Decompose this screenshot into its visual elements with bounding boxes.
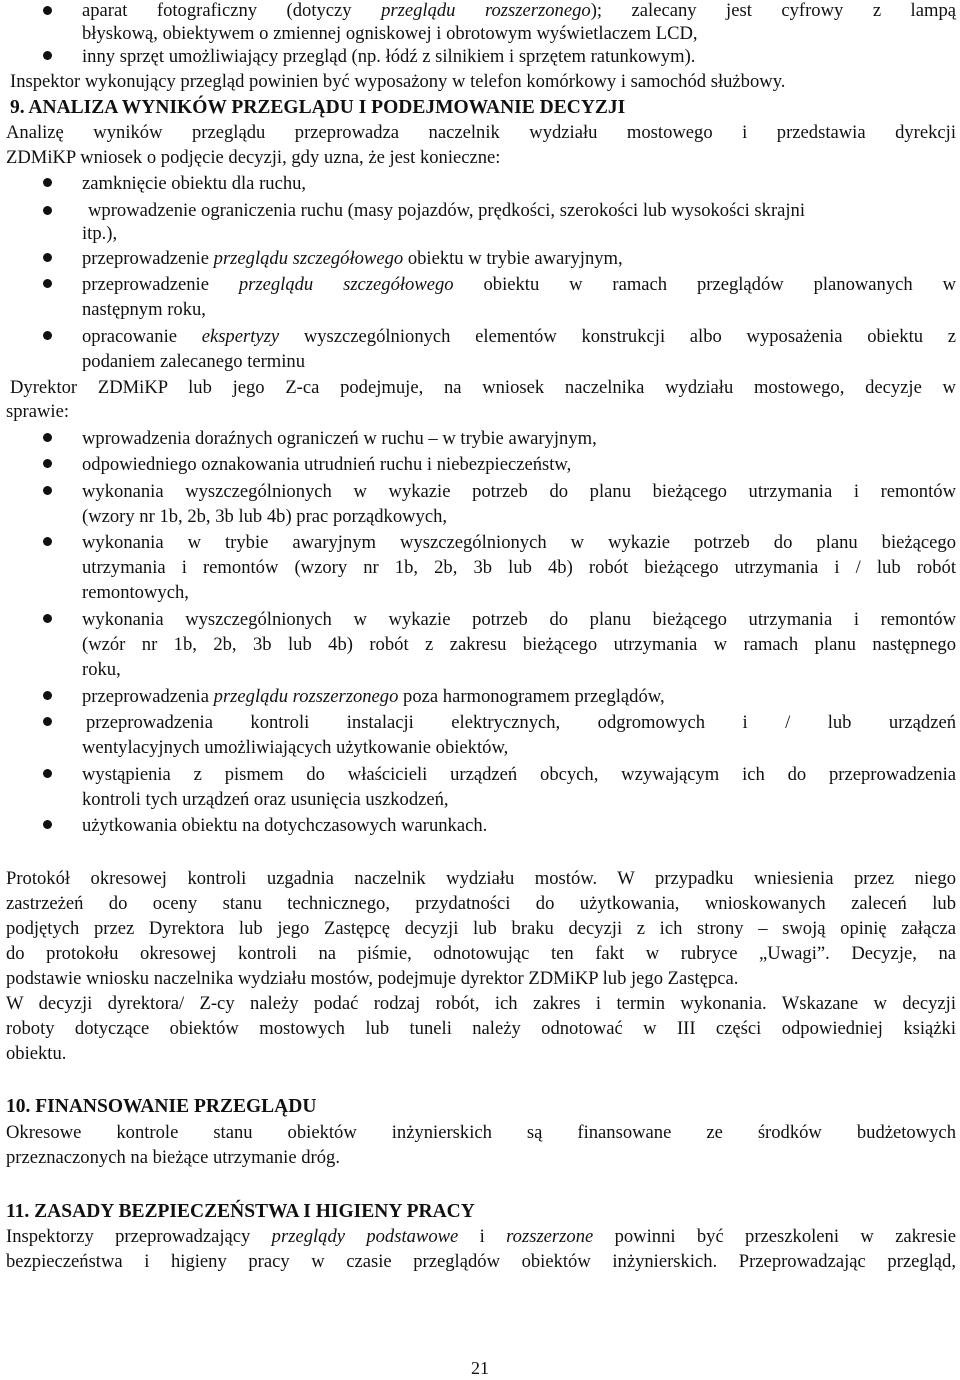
list-item-continuation: błyskową, obiektywem o zmiennej ogniskowej i obrotowym wyświetlaczem LCD, [82, 23, 698, 44]
list-item-continuation: roku, [82, 659, 121, 680]
bullet-icon [43, 279, 52, 288]
bullet-icon [43, 486, 52, 495]
bullet-icon [43, 691, 52, 700]
list-item-continuation: (wzory nr 1b, 2b, 3b lub 4b) prac porządkowych, [82, 506, 448, 527]
list-item-continuation: podaniem zalecanego terminu [82, 351, 306, 372]
list-item: przeprowadzenie przeglądu szczegółowego obiektu w ramach przeglądów planowanych w [82, 274, 956, 295]
list-item: wykonania wyszczególnionych w wykazie potrzeb do planu bieżącego utrzymania i remontów [82, 609, 956, 630]
bullet-icon [43, 717, 52, 726]
list-item: opracowanie ekspertyzy wyszczególnionych elementów konstrukcji albo wyposażenia obiektu z [82, 326, 956, 347]
list-item: wystąpienia z pismem do właścicieli urządzeń obcych, wzywającym ich do przeprowadzenia [82, 764, 956, 785]
bullet-icon [43, 51, 52, 60]
list-item: zamknięcie obiektu dla ruchu, [82, 173, 307, 194]
list-item: odpowiedniego oznakowania utrudnień ruchu i niebezpieczeństw, [82, 454, 572, 475]
list-item: przeprowadzenia kontroli instalacji elektrycznych, odgromowych i / lub urządzeń [86, 712, 956, 733]
paragraph-line: roboty dotyczące obiektów mostowych lub tuneli należy odnotować w III części odpowiedniej książki [6, 1018, 956, 1039]
paragraph-line: przeznaczonych na bieżące utrzymanie dróg. [6, 1147, 340, 1168]
bullet-icon [43, 206, 52, 215]
list-item-continuation: następnym roku, [82, 299, 206, 320]
paragraph-line: podstawie wniosku naczelnika wydziału mostów, podejmuje dyrektor ZDMiKP lub jego Zastępca. [6, 968, 739, 989]
list-item-continuation: remontowych, [82, 582, 189, 603]
paragraph-line: do protokołu okresowej kontroli na piśmie, odnotowując ten fakt w rubryce „Uwagi”. Decyzje, na [6, 943, 956, 964]
paragraph: Analizę wyników przeglądu przeprowadza naczelnik wydziału mostowego i przedstawia dyrekcji [6, 122, 956, 143]
list-item: użytkowania obiektu na dotychczasowych warunkach. [82, 815, 488, 836]
page-number: 21 [471, 1358, 489, 1378]
section-10-title: 10. FINANSOWANIE PRZEGLĄDU [6, 1096, 317, 1117]
list-item: przeprowadzenie przeglądu szczegółowego obiektu w trybie awaryjnym, [82, 248, 623, 269]
list-item: przeprowadzenia przeglądu rozszerzonego poza harmonogramem przeglądów, [82, 686, 665, 707]
list-item-continuation: wentylacyjnych umożliwiających użytkowanie obiektów, [82, 737, 509, 758]
paragraph-line: Protokół okresowej kontroli uzgadnia naczelnik wydziału mostów. W przypadku wniesienia przez niego [6, 868, 956, 889]
bullet-icon [43, 6, 52, 15]
list-item: wprowadzenie ograniczenia ruchu (masy pojazdów, prędkości, szerokości lub wysokości skrajni [88, 200, 806, 221]
bullet-icon [43, 820, 52, 829]
section-9-title: 9. ANALIZA WYNIKÓW PRZEGLĄDU I PODEJMOWANIE DECYZJI [10, 97, 626, 118]
bullet-icon [43, 769, 52, 778]
list-item-continuation: itp.), [82, 223, 118, 244]
bullet-icon [43, 433, 52, 442]
paragraph-line: podjętych przez Dyrektora lub jego Zastępcę decyzji lub braku decyzji z ich strony – swoją opinię załącza [6, 918, 956, 939]
section-11-title: 11. ZASADY BEZPIECZEŃSTWA I HIGIENY PRACY [6, 1201, 475, 1222]
paragraph-line: bezpieczeństwa i higieny pracy w czasie przeglądów obiektów inżynierskich. Przeprowadzając przegląd, [6, 1251, 956, 1272]
paragraph: Dyrektor ZDMiKP lub jego Z-ca podejmuje, na wniosek naczelnika wydziału mostowego, decyzje w [10, 377, 956, 398]
paragraph-line: W decyzji dyrektora/ Z-cy należy podać rodzaj robót, ich zakres i termin wykonania. Wskazane w decyzji [6, 993, 956, 1014]
paragraph: ZDMiKP wniosek o podjęcie decyzji, gdy uzna, że jest konieczne: [6, 147, 501, 168]
list-item: wykonania wyszczególnionych w wykazie potrzeb do planu bieżącego utrzymania i remontów [82, 481, 956, 502]
bullet-icon [43, 537, 52, 546]
list-item: inny sprzęt umożliwiający przegląd (np. łódź z silnikiem i sprzętem ratunkowym). [82, 46, 696, 67]
paragraph: sprawie: [6, 401, 69, 422]
bullet-icon [43, 178, 52, 187]
list-item-continuation: kontroli tych urządzeń oraz usunięcia uszkodzeń, [82, 789, 449, 810]
list-item-continuation: (wzór nr 1b, 2b, 3b lub 4b) robót z zakresu bieżącego utrzymania w ramach planu następnego [82, 634, 956, 655]
bullet-icon [43, 459, 52, 468]
paragraph-line: zastrzeżeń do oceny stanu technicznego, przydatności do użytkowania, wnioskowanych zaleceń lub [6, 893, 956, 914]
bullet-icon [43, 253, 52, 262]
list-item: aparat fotograficzny (dotyczy przeglądu rozszerzonego); zalecany jest cyfrowy z lampą [82, 0, 956, 21]
list-item-continuation: utrzymania i remontów (wzory nr 1b, 2b, 3b lub 4b) robót bieżącego utrzymania i / lub robót [82, 557, 956, 578]
bullet-icon [43, 614, 52, 623]
paragraph: Inspektor wykonujący przegląd powinien być wyposażony w telefon komórkowy i samochód służbowy. [10, 71, 786, 92]
list-item: wykonania w trybie awaryjnym wyszczególnionych w wykazie potrzeb do planu bieżącego [82, 532, 956, 553]
bullet-icon [43, 331, 52, 340]
paragraph-line: Okresowe kontrole stanu obiektów inżynierskich są finansowane ze środków budżetowych [6, 1122, 956, 1143]
list-item: wprowadzenia doraźnych ograniczeń w ruchu – w trybie awaryjnym, [82, 428, 597, 449]
paragraph-line: obiektu. [6, 1043, 67, 1064]
paragraph-line: Inspektorzy przeprowadzający przeglądy podstawowe i rozszerzone powinni być przeszkoleni w zakresie [6, 1226, 956, 1247]
